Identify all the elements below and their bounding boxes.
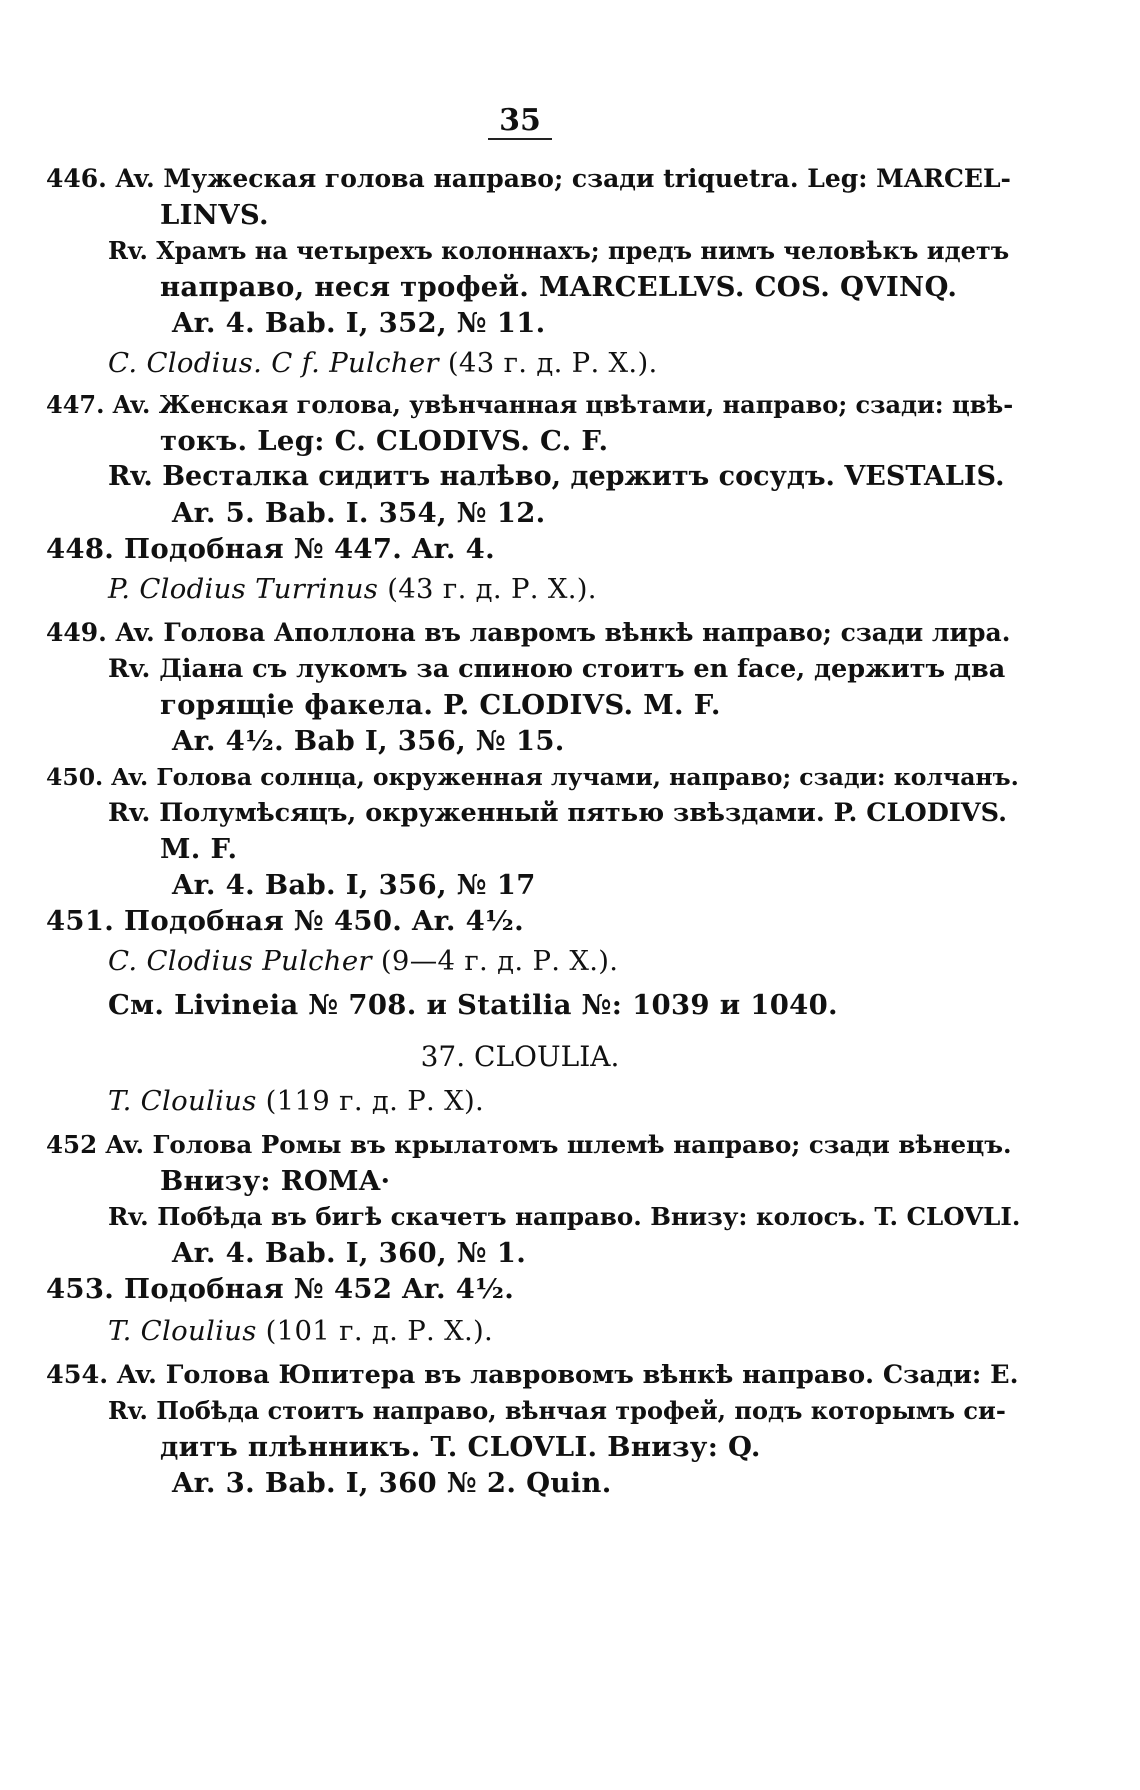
entry-447-line-3: Rv. Весталка сидитъ налѣво, держитъ сосудъ. VESTALIS. bbox=[108, 461, 1005, 492]
entry-447-line-4: Ar. 5. Bab. I. 354, № 12. bbox=[172, 497, 546, 529]
moneyer-heading-clodius-pulcher-43 bbox=[108, 344, 658, 382]
entry-446-line-5: Ar. 4. Bab. I, 352, № 11. bbox=[172, 307, 546, 339]
entry-447-line-1: 447. Av. Женская голова, увѣнчанная цвѣтами, направо; сзади: цвѣ- bbox=[46, 390, 1014, 419]
entry-453-line-1: 453. Подобная № 452 Ar. 4½. bbox=[46, 1273, 515, 1305]
page-number bbox=[0, 103, 1040, 140]
page-number-text: 35 bbox=[499, 103, 541, 138]
moneyer-heading-cloulius-101 bbox=[108, 1312, 493, 1350]
moneyer-name: C. Clodius Pulcher bbox=[108, 945, 372, 977]
moneyer-date: (9—4 г. д. Р. Х.). bbox=[371, 945, 619, 977]
entry-448-line-1: 448. Подобная № 447. Ar. 4. bbox=[46, 533, 495, 565]
entry-450-line-3: M. F. bbox=[160, 833, 238, 865]
entry-446-line-1: 446. Av. Мужеская голова направо; сзади triquetra. Leg: MARCEL- bbox=[46, 164, 1011, 193]
entry-449-line-1: 449. Av. Голова Аполлона въ лавромъ вѣнкѣ направо; сзади лира. bbox=[46, 618, 1011, 647]
page-number-underline bbox=[488, 138, 552, 140]
entry-452-line-4: Ar. 4. Bab. I, 360, № 1. bbox=[172, 1237, 527, 1269]
moneyer-date: (119 г. д. Р. Х). bbox=[256, 1085, 485, 1117]
entry-446-line-3: Rv. Храмъ на четырехъ колоннахъ; предъ нимъ человѣкъ идетъ bbox=[108, 236, 1010, 265]
moneyer-name: T. Cloulius bbox=[108, 1315, 257, 1347]
entry-454-line-4: Ar. 3. Bab. I, 360 № 2. Quin. bbox=[172, 1467, 612, 1499]
moneyer-date: (43 г. д. Р. Х.). bbox=[378, 573, 597, 605]
entry-452-line-3: Rv. Побѣда въ бигѣ скачетъ направо. Внизу: колосъ. T. CLOVLI. bbox=[108, 1202, 1021, 1231]
entry-451-line-1: 451. Подобная № 450. Ar. 4½. bbox=[46, 905, 524, 937]
entry-447-line-2: токъ. Leg: C. CLODIVS. C. F. bbox=[160, 425, 609, 457]
entry-452-line-2: Внизу: ROMA· bbox=[160, 1165, 391, 1197]
entry-449-line-3: горящіе факела. P. CLODIVS. M. F. bbox=[160, 689, 721, 721]
moneyer-heading-cloulius-119 bbox=[108, 1082, 484, 1120]
entry-454-line-2: Rv. Побѣда стоитъ направо, вѣнчая трофей, подъ которымъ си- bbox=[108, 1396, 1006, 1425]
entry-454-line-3: дитъ плѣнникъ. T. CLOVLI. Внизу: Q. bbox=[160, 1431, 761, 1463]
moneyer-heading-clodius-pulcher-9 bbox=[108, 942, 618, 980]
entry-452-line-1: 452 Av. Голова Ромы въ крылатомъ шлемѣ направо; сзади вѣнецъ. bbox=[46, 1130, 1012, 1159]
moneyer-heading-clodius-turrinus bbox=[108, 570, 597, 608]
see-also-note: См. Livineia № 708. и Statilia №: 1039 и 1040. bbox=[108, 989, 838, 1021]
moneyer-name: T. Cloulius bbox=[108, 1085, 257, 1117]
entry-449-line-4: Ar. 4½. Bab I, 356, № 15. bbox=[172, 725, 565, 757]
moneyer-name: C. Clodius. C f. Pulcher bbox=[108, 347, 439, 379]
moneyer-date: (101 г. д. Р. Х.). bbox=[256, 1315, 494, 1347]
entry-450-line-2: Rv. Полумѣсяцъ, окруженный пятью звѣздами. P. CLODIVS. bbox=[108, 798, 1007, 828]
moneyer-name: P. Clodius Turrinus bbox=[108, 573, 379, 605]
entry-449-line-2: Rv. Діана съ лукомъ за спиною стоитъ en face, держитъ два bbox=[108, 654, 1006, 684]
moneyer-date: (43 г. д. Р. Х.). bbox=[438, 347, 658, 379]
entry-446-line-2: LINVS. bbox=[160, 199, 269, 231]
entry-454-line-1: 454. Av. Голова Юпитера въ лавровомъ вѣнкѣ направо. Сзади: E. bbox=[46, 1360, 1019, 1390]
entry-450-line-4: Ar. 4. Bab. I, 356, № 17 bbox=[172, 869, 536, 901]
section-heading: 37. CLOULIA. bbox=[420, 1040, 620, 1073]
entry-446-line-4: направо, неся трофей. MARCELLVS. COS. QVINQ. bbox=[160, 271, 958, 303]
entry-450-line-1: 450. Av. Голова солнца, окруженная лучами, направо; сзади: колчанъ. bbox=[46, 763, 1019, 791]
